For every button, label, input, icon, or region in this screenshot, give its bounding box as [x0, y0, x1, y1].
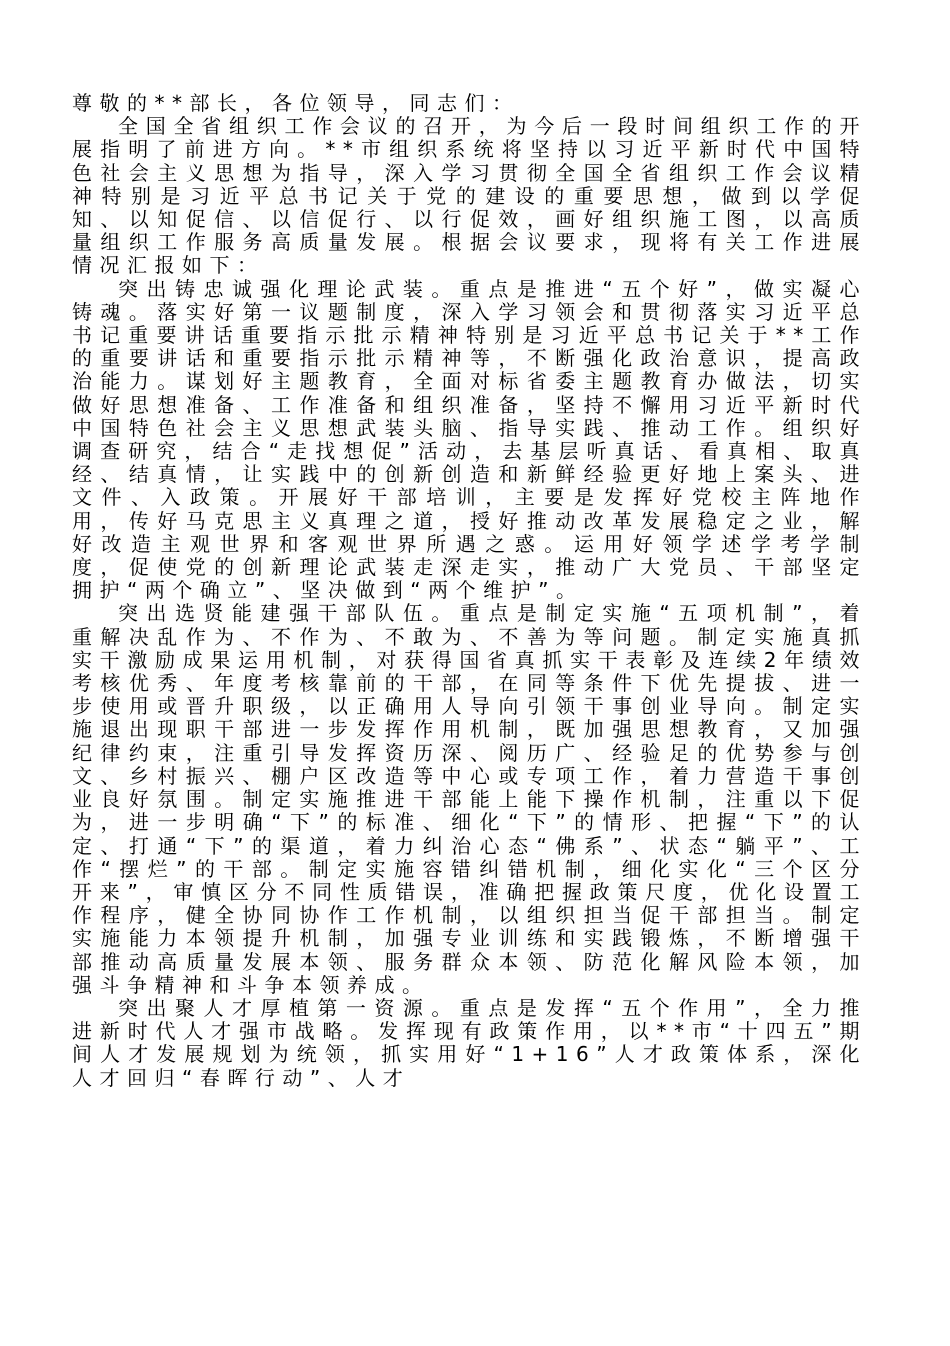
paragraph-theory: 突出铸忠诚强化理论武装。重点是推进“五个好”，做实凝心铸魂。落实好第一议题制度，深入学习领会和贯彻落实习近平总书记重要讲话重要指示批示精神特别是习近平总书记关于**工作的重要讲话和重要指示批示精神等，不断强化政治意识，提高政治能力。谋划好主题教育，全面对标省委主题教育办做法，切实做好思想准备、工作准备和组织准备，坚持不懈用习近平新时代中国特色社会主义思想武装头脑、指导实践、推动工作。组织好调查研究，结合“走找想促”活动，去基层听真话、看真相、取真经、结真情，让实践中的创新创造和新鲜经验更好地上案头、进文件、入政策。开展好干部培训，主要是发挥好党校主阵地作用，传好马克思主义真理之道，授好推动改革发展稳定之业，解好改造主观世界和客观世界所遇之惑。运用好领学述学考学制度，促使党的创新理论武装走深走实，推动广大党员、干部坚定拥护“两个确立”、坚决做到“两个维护”。: [72, 276, 867, 603]
paragraph-cadres: 突出选贤能建强干部队伍。重点是制定实施“五项机制”，着重解决乱作为、不作为、不敢为、不善为等问题。制定实施真抓实干激励成果运用机制，对获得国省真抓实干表彰及连续2年绩效考核优秀、年度考核靠前的干部，在同等条件下优先提拔、进一步使用或晋升职级，以正确用人导向引领干事创业导向。制定实施退出现职干部进一步发挥作用机制，既加强思想教育，又加强纪律约束，注重引导发挥资历深、阅历广、经验足的优势参与创文、乡村振兴、棚户区改造等中心或专项工作，着力营造干事创业良好氛围。制定实施推进干部能上能下操作机制，注重以下促为，进一步明确“下”的标准、细化“下”的情形、把握“下”的认定、打通“下”的渠道，着力纠治心态“佛系”、状态“躺平”、工作“摆烂”的干部。制定实施容错纠错机制，细化实化“三个区分开来”，审慎区分不同性质错误，准确把握政策尺度，优化设置工作程序，健全协同协作工作机制，以组织担当促干部担当。制定实施能力本领提升机制，加强专业训练和实践锻炼，不断增强干部推动高质量发展本领、服务群众本领、防范化解风险本领，加强斗争精神和斗争本领养成。: [72, 601, 867, 997]
paragraph-intro: 全国全省组织工作会议的召开，为今后一段时间组织工作的开展指明了前进方向。**市组织系统将坚持以习近平新时代中国特色社会主义思想为指导，深入学习贯彻全国全省组织工作会议精神特别是习近平总书记关于党的建设的重要思想，做到以学促知、以知促信、以信促行、以行促效，画好组织施工图，以高质量组织工作服务高质量发展。根据会议要求，现将有关工作进展情况汇报如下：: [72, 114, 867, 278]
salutation: 尊敬的**部长，各位领导，同志们：: [72, 91, 520, 115]
document-page: [72, 92, 867, 1090]
paragraph-talent: 突出聚人才厚植第一资源。重点是发挥“五个作用”，全力推进新时代人才强市战略。发挥现有政策作用，以**市“十四五”期间人才发展规划为统领，抓实用好“1+16”人才政策体系，深化人才回归“春晖行动”、人才: [72, 995, 867, 1090]
